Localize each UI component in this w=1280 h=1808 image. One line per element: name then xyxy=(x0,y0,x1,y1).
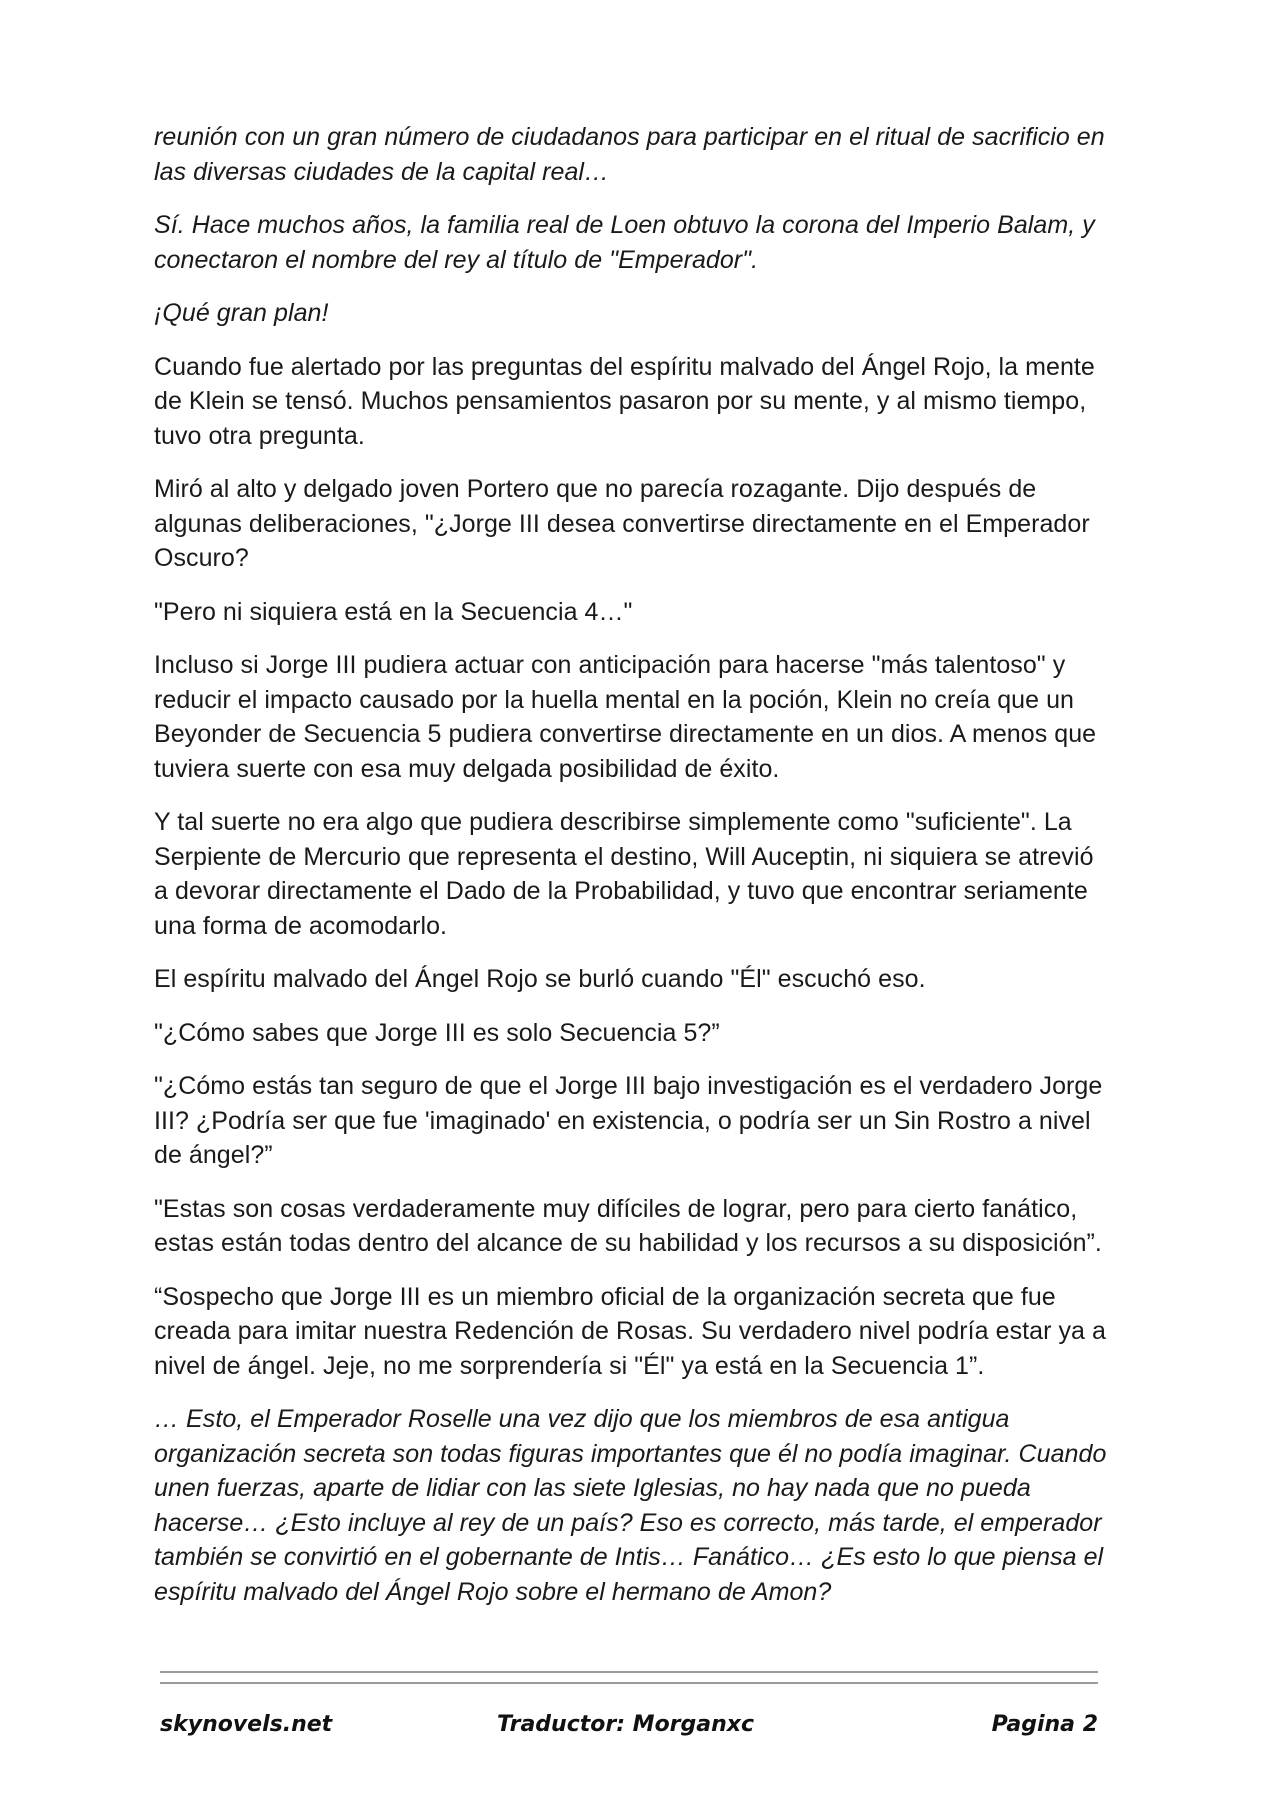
paragraph: ¡Qué gran plan! xyxy=(154,299,329,327)
paragraph: … Esto, el Emperador Roselle una vez dijo que los miembros de esa antigua organización secreta son todas figuras importantes que él no podía imaginar. Cuando unen fuerzas, aparte de lidiar con las siete Iglesias, no hay nada que no pueda hacerse… ¿Esto incluye al rey de un país? Eso es correcto, más tarde, el emperador también se convirtió en el gobernante de Intis… Fanático… ¿Es esto lo que piensa el espíritu malvado del Ángel Rojo sobre el hermano de Amon? xyxy=(154,1405,1107,1606)
footer-page-number: Pagina 2 xyxy=(991,1712,1098,1737)
paragraph: "Pero ni siquiera está en la Secuencia 4…" xyxy=(154,597,633,626)
footer-divider-top xyxy=(160,1671,1098,1673)
paragraph: Incluso si Jorge III pudiera actuar con anticipación para hacerse "más talentoso" y reducir el impacto causado por la huella mental en la poción, Klein no creía que un Beyonder de Secuencia 5 pudiera convertirse directamente en un dios. A menos que tuviera suerte con esa muy delgada posibilidad de éxito. xyxy=(154,651,1097,783)
chapter-body xyxy=(154,120,1114,1628)
page-footer xyxy=(160,1712,1098,1748)
footer-translator: Traductor: Morganxc xyxy=(497,1712,755,1737)
footer-divider-bottom xyxy=(160,1682,1098,1684)
paragraph: Cuando fue alertado por las preguntas del espíritu malvado del Ángel Rojo, la mente de Klein se tensó. Muchos pensamientos pasaron por su mente, y al mismo tiempo, tuvo otra pregunta. xyxy=(154,352,1095,450)
paragraph: “Sospecho que Jorge III es un miembro oficial de la organización secreta que fue creada para imitar nuestra Redención de Rosas. Su verdadero nivel podría estar ya a nivel de ángel. Jeje, no me sorprendería si "Él" ya está en la Secuencia 1”. xyxy=(154,1282,1106,1380)
paragraph: Miró al alto y delgado joven Portero que no parecía rozagante. Dijo después de algunas deliberaciones, "¿Jorge III desea convertirse directamente en el Emperador Oscuro? xyxy=(154,475,1090,572)
paragraph: Sí. Hace muchos años, la familia real de Loen obtuvo la corona del Imperio Balam, y conectaron el nombre del rey al título de "Emperador". xyxy=(154,211,1095,274)
paragraph: "¿Cómo estás tan seguro de que el Jorge III bajo investigación es el verdadero Jorge III? ¿Podría ser que fue 'imaginado' en existencia, o podría ser un Sin Rostro a nivel de ángel?” xyxy=(154,1072,1103,1169)
footer-site: skynovels.net xyxy=(160,1712,333,1737)
paragraph: "¿Cómo sabes que Jorge III es solo Secuencia 5?” xyxy=(154,1018,720,1047)
paragraph: El espíritu malvado del Ángel Rojo se burló cuando "Él" escuchó eso. xyxy=(154,965,926,993)
paragraph: "Estas son cosas verdaderamente muy difíciles de lograr, pero para cierto fanático, estas están todas dentro del alcance de su habilidad y los recursos a su disposición”. xyxy=(154,1194,1102,1257)
paragraph: reunión con un gran número de ciudadanos para participar en el ritual de sacrificio en las diversas ciudades de la capital real… xyxy=(154,123,1105,186)
paragraph: Y tal suerte no era algo que pudiera describirse simplemente como "suficiente". La Serpiente de Mercurio que representa el destino, Will Auceptin, ni siquiera se atrevió a devorar directamente el Dado de la Probabilidad, y tuvo que encontrar seriamente una forma de acomodarlo. xyxy=(154,808,1094,940)
